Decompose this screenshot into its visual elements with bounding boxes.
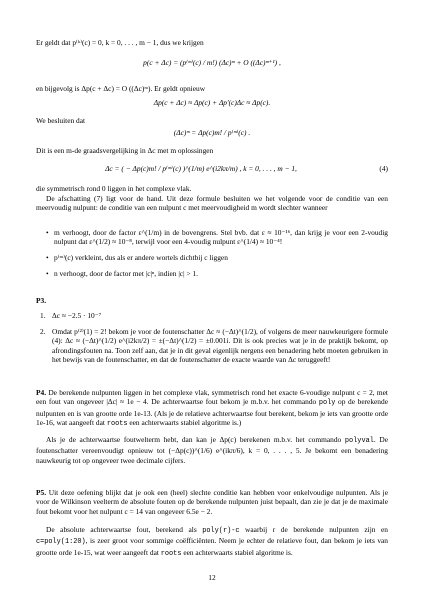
equation-4: Δc = ( − Δp(c)m! / p⁽ᵐ⁾(c) )^(1/m) e^(i2kπ/m) , k = 0, . . . , m − 1, (105, 164, 297, 173)
equation-approx: Δp(c + Δc) ≈ Δp(c) + Δp′(c)Δc ≈ Δp(c). (153, 98, 271, 107)
p4-text: . De foutenschatter vereenvoudigt opnieuw tot (−Δp(c))^(1/6) e^(ikπ/6), k = 0, . . . , 5. Je bekomt een benadering nauwkeurig tot op ongeveer twee decimale cijfers. (36, 435, 388, 465)
section-p5-cont (36, 525, 388, 559)
bullet-marker: • (46, 269, 49, 278)
p5-text: een achterwaarts stabiel algoritme is. (183, 547, 293, 557)
equation-taylor: p(c + Δc) = (p⁽ᵐ⁾(c) / m!) (Δc)ᵐ + O ((Δc)ᵐ⁺¹) , (143, 58, 281, 67)
p4-text: De berekende nulpunten liggen in het complexe vlak, symmetrisch rond het exacte 6-voudige nulpunt c = 2, met een fout van ongeveer |Δc| ≈ 1e − 4. De achterwaartse fout bekom je m.b.v. het commando (36, 388, 388, 407)
bullet-item: m verhoogt, door de factor ε^(1/m) in de bovengrens. Stel bvb. dat ε ≈ 10⁻¹⁶, dan krijg je voor een 2-voudig nulpunt dat ε^(1/2) ≈ 10⁻⁸, terwijl voor een 4-voudig nulpunt ε^(1/4) ≈ 10⁻⁴! (54, 228, 388, 247)
p5-text: Uit deze oefening blijkt dat je ook een (heel) slechte conditie kan hebben voor enkelvoudige nulpunten. Als je voor de Wilkinson veelterm de absolute fouten op de berekende nulpunten juist bepaalt, dan zie je dat je de maximale fout bekomt voor het nulpunt c = 14 van ongeveer 6.5e − 2. (36, 488, 388, 516)
p3-item-1: Δc ≈ −2.5 · 10⁻⁷ (52, 311, 102, 320)
equation-delta-c-power: (Δc)ᵐ = Δp(c)m! / p⁽ᵐ⁾(c) . (173, 128, 251, 137)
section-p4 (36, 388, 388, 429)
condition-paragraph: De afschatting (7) ligt voor de hand. Uit deze formule besluiten we het volgende voor de conditie van een meervoudig nulpunt: de conditie van een nulpunt c met meervoudigheid m wordt slechter wanneer (36, 194, 388, 213)
p4-text: een achterwaarts stabiel algoritme is.) (129, 417, 242, 427)
section-heading-p3: P3. (36, 296, 47, 305)
document-page (36, 0, 388, 600)
intro-line: Er geldt dat p⁽ᵏ⁾(c) = 0, k = 0, . . . , m − 1, dus we krijgen (36, 38, 204, 47)
code-polyval: polyval (344, 437, 374, 445)
section-heading-p5: P5. (36, 488, 47, 497)
p5-text: , is zeer groot voor sommige coëfficiënten. Neem je echter de relatieve fout, dan bekom je iets van grootte orde 1e-15, wat weer aangeeft dat (36, 536, 388, 557)
p4-text: Als je de achterwaartse foutwelterm hebt, dan kan je Δp(c) berekenen m.b.v. het commando (46, 435, 342, 444)
p3-item-2: Omdat p⁽²⁾(1) = 2! bekom je voor de foutenschatter Δc ≈ (−Δt)^(1/2), of volgens de meer nauwkeurigere formule (4): Δc ≈ (−Δt)^(1/2) e^(i2kπ/2) = ±(−Δt)^(1/2) = ±0.001i. Dit is ook precies wat je in de praktijk bekomt, op afrondingsfouten na. Toon zelf aan, dat je in dit geval eigenlijk nergens een benadering hebt moeten gebruiken in het bewijs van de foutenschatter, en dat de foutenschatter de exacte waarde van Δc teruggeeft! (52, 327, 388, 364)
section-p4-cont (36, 435, 388, 465)
p5-text: waarbij r de berekende nulpunten zijn en (245, 525, 388, 534)
code-poly: poly (318, 399, 336, 408)
section-p5 (36, 488, 388, 516)
p5-text: De absolute achterwaartse fout, berekend als (46, 525, 197, 534)
p4-text: op de berekende nulpunten en is van grootte orde 1e-13. (Als je de relatieve achterwaartse fout berekent, bekom je iets van grootte orde 1e-16, wat aangeeft dat (36, 397, 388, 427)
list-number: 1. (40, 311, 46, 320)
bullet-item: n verhoogt, door de factor met |c|ⁿ, indien |c| > 1. (54, 269, 198, 278)
conclude-line: We besluiten dat (36, 116, 86, 125)
bullet-item: p⁽ᵐ⁾(c) verkleint, dus als er andere wortels dichtbij c liggen (54, 253, 228, 262)
bullet-marker: • (46, 228, 49, 237)
list-number: 2. (40, 327, 46, 336)
bullet-marker: • (46, 253, 49, 262)
code-c-poly: c=poly(1:20) (36, 538, 86, 547)
page-number: 12 (208, 573, 216, 582)
consequence-line: en bijgevolg is Δp(c + Δc) = O ((Δc)ᵐ). Er geldt opnieuw (36, 84, 206, 93)
code-roots: roots (106, 419, 128, 428)
degree-equation-line: Dit is een m-de graadsvergelijking in Δc met m oplossingen (36, 146, 214, 155)
equation-number: (4) (379, 164, 388, 173)
code-poly-r-c: poly(r)-c (202, 527, 240, 535)
code-roots: roots (160, 549, 182, 558)
symmetric-line: die symmetrisch rond 0 liggen in het complexe vlak. (36, 184, 192, 193)
section-heading-p4: P4. (36, 388, 47, 397)
